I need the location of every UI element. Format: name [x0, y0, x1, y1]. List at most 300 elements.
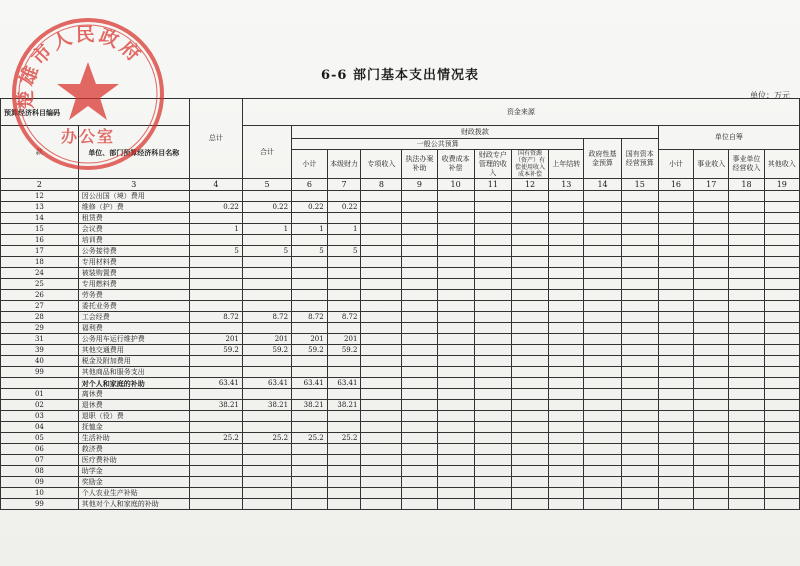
value-cell [327, 235, 361, 246]
empty-cell [437, 345, 474, 356]
table-row [1, 246, 800, 257]
empty-cell [511, 323, 548, 334]
column-index-row [1, 179, 800, 191]
value-cell [189, 213, 242, 224]
value-cell [292, 499, 328, 510]
value-cell [189, 499, 242, 510]
value-cell: 25.2 [242, 433, 291, 444]
value-cell: 25.2 [189, 433, 242, 444]
empty-cell [549, 290, 584, 301]
empty-cell [729, 213, 764, 224]
empty-cell [549, 378, 584, 389]
row-name: 抚恤金 [78, 422, 189, 433]
empty-cell [549, 301, 584, 312]
value-cell: 0.22 [327, 202, 361, 213]
row-code: 13 [1, 202, 79, 213]
svg-text:办公室: 办公室 [60, 127, 116, 146]
empty-cell [474, 334, 511, 345]
empty-cell [694, 378, 729, 389]
empty-cell [549, 422, 584, 433]
empty-cell [621, 378, 658, 389]
unit-self-raised-header: 单位自筹 [658, 126, 799, 150]
empty-cell [729, 191, 764, 202]
empty-cell [658, 323, 693, 334]
table-row [1, 290, 800, 301]
law-case-subsidy-header: 执法办案补助 [402, 150, 437, 179]
empty-cell [764, 224, 799, 235]
empty-cell [402, 455, 437, 466]
empty-cell [511, 356, 548, 367]
value-cell [189, 389, 242, 400]
empty-cell [402, 235, 437, 246]
column-index-cell: 14 [584, 179, 621, 191]
empty-cell [621, 279, 658, 290]
table-row [1, 466, 800, 477]
row-name: 救济费 [78, 444, 189, 455]
empty-cell [437, 389, 474, 400]
row-name: 生活补助 [78, 433, 189, 444]
empty-cell [658, 202, 693, 213]
empty-cell [437, 301, 474, 312]
empty-cell [621, 301, 658, 312]
empty-cell [621, 499, 658, 510]
row-name: 其他交通费用 [78, 345, 189, 356]
empty-cell [402, 466, 437, 477]
empty-cell [437, 466, 474, 477]
empty-cell [764, 367, 799, 378]
column-index-cell: 18 [729, 179, 764, 191]
empty-cell [764, 466, 799, 477]
budget-code-header: 预算经济科目编码 [1, 99, 190, 126]
empty-cell [584, 345, 621, 356]
value-cell: 63.41 [327, 378, 361, 389]
empty-cell [361, 235, 402, 246]
value-cell [327, 444, 361, 455]
empty-cell [584, 290, 621, 301]
empty-cell [474, 279, 511, 290]
empty-cell [361, 224, 402, 235]
empty-cell [474, 202, 511, 213]
empty-cell [511, 202, 548, 213]
empty-cell [584, 323, 621, 334]
value-cell [292, 268, 328, 279]
empty-cell [511, 235, 548, 246]
empty-cell [402, 323, 437, 334]
empty-cell [764, 290, 799, 301]
empty-cell [402, 191, 437, 202]
empty-cell [402, 268, 437, 279]
row-code: 40 [1, 356, 79, 367]
value-cell [292, 213, 328, 224]
row-code: 99 [1, 499, 79, 510]
empty-cell [658, 213, 693, 224]
empty-cell [511, 367, 548, 378]
empty-cell [584, 356, 621, 367]
value-cell [189, 455, 242, 466]
empty-cell [402, 411, 437, 422]
value-cell [189, 477, 242, 488]
empty-cell [361, 422, 402, 433]
empty-cell [694, 422, 729, 433]
empty-cell [658, 257, 693, 268]
value-cell: 5 [292, 246, 328, 257]
empty-cell [621, 389, 658, 400]
empty-cell [584, 213, 621, 224]
empty-cell [549, 246, 584, 257]
empty-cell [658, 455, 693, 466]
row-name: 公务用车运行维护费 [78, 334, 189, 345]
value-cell: 0.22 [189, 202, 242, 213]
empty-cell [658, 466, 693, 477]
empty-cell [549, 257, 584, 268]
empty-cell [474, 345, 511, 356]
value-cell: 38.21 [189, 400, 242, 411]
empty-cell [658, 268, 693, 279]
empty-cell [764, 312, 799, 323]
empty-cell [729, 246, 764, 257]
empty-cell [402, 499, 437, 510]
row-code: 39 [1, 345, 79, 356]
column-index-cell: 13 [549, 179, 584, 191]
empty-cell [729, 466, 764, 477]
empty-cell [474, 268, 511, 279]
empty-cell [584, 224, 621, 235]
value-cell [292, 466, 328, 477]
empty-cell [361, 334, 402, 345]
empty-cell [584, 257, 621, 268]
empty-cell [549, 224, 584, 235]
empty-cell [437, 224, 474, 235]
value-cell: 63.41 [292, 378, 328, 389]
value-cell: 8.72 [327, 312, 361, 323]
empty-cell [402, 345, 437, 356]
empty-cell [474, 246, 511, 257]
value-cell: 0.22 [292, 202, 328, 213]
row-name: 税金及附加费用 [78, 356, 189, 367]
row-name: 委托业务费 [78, 301, 189, 312]
row-code: 09 [1, 477, 79, 488]
empty-cell [361, 499, 402, 510]
row-name: 工会经费 [78, 312, 189, 323]
empty-cell [729, 224, 764, 235]
empty-cell [764, 213, 799, 224]
empty-cell [549, 455, 584, 466]
value-cell: 59.2 [242, 345, 291, 356]
empty-cell [764, 235, 799, 246]
empty-cell [437, 202, 474, 213]
row-name: 福利费 [78, 323, 189, 334]
empty-cell [584, 312, 621, 323]
value-cell [189, 290, 242, 301]
empty-cell [621, 235, 658, 246]
value-cell [292, 488, 328, 499]
empty-cell [511, 488, 548, 499]
empty-cell [694, 400, 729, 411]
empty-cell [729, 279, 764, 290]
empty-cell [549, 389, 584, 400]
empty-cell [474, 356, 511, 367]
column-index-cell: 5 [242, 179, 291, 191]
empty-cell [361, 389, 402, 400]
empty-cell [549, 488, 584, 499]
column-index-cell: 15 [621, 179, 658, 191]
kuan-header: 款 [1, 126, 79, 179]
xiaoji-header: 小计 [292, 150, 328, 179]
empty-cell [361, 378, 402, 389]
empty-cell [729, 257, 764, 268]
last-year-carryover-header: 上年结转 [549, 150, 584, 179]
row-name: 专用燃料费 [78, 279, 189, 290]
empty-cell [621, 345, 658, 356]
empty-cell [437, 488, 474, 499]
empty-cell [361, 268, 402, 279]
empty-cell [361, 400, 402, 411]
empty-cell [694, 246, 729, 257]
empty-cell [361, 213, 402, 224]
empty-cell [549, 268, 584, 279]
fund-source-header: 资金来源 [242, 99, 799, 126]
empty-cell [437, 257, 474, 268]
empty-cell [584, 235, 621, 246]
empty-cell [694, 213, 729, 224]
value-cell [242, 323, 291, 334]
table-row [1, 268, 800, 279]
empty-cell [549, 466, 584, 477]
empty-cell [658, 290, 693, 301]
empty-cell [621, 323, 658, 334]
value-cell: 38.21 [327, 400, 361, 411]
empty-cell [729, 312, 764, 323]
column-index-cell: 8 [361, 179, 402, 191]
empty-cell [764, 268, 799, 279]
value-cell [327, 356, 361, 367]
empty-cell [729, 477, 764, 488]
empty-cell [584, 367, 621, 378]
empty-cell [361, 367, 402, 378]
empty-cell [549, 191, 584, 202]
table-row [1, 444, 800, 455]
value-cell [189, 367, 242, 378]
value-cell [292, 191, 328, 202]
value-cell: 1 [327, 224, 361, 235]
empty-cell [621, 477, 658, 488]
column-index-cell: 6 [292, 179, 328, 191]
empty-cell [694, 191, 729, 202]
empty-cell [621, 455, 658, 466]
empty-cell [437, 477, 474, 488]
empty-cell [361, 356, 402, 367]
empty-cell [694, 279, 729, 290]
empty-cell [658, 378, 693, 389]
empty-cell [621, 466, 658, 477]
column-index-cell: 3 [78, 179, 189, 191]
empty-cell [402, 301, 437, 312]
empty-cell [764, 202, 799, 213]
row-code: 25 [1, 279, 79, 290]
empty-cell [474, 257, 511, 268]
empty-cell [437, 323, 474, 334]
empty-cell [621, 400, 658, 411]
empty-cell [694, 488, 729, 499]
empty-cell [694, 345, 729, 356]
empty-cell [361, 246, 402, 257]
empty-cell [474, 444, 511, 455]
row-code: 26 [1, 290, 79, 301]
value-cell: 25.2 [327, 433, 361, 444]
table-row [1, 499, 800, 510]
value-cell [242, 466, 291, 477]
empty-cell [621, 213, 658, 224]
empty-cell [729, 367, 764, 378]
empty-cell [694, 257, 729, 268]
empty-cell [549, 367, 584, 378]
empty-cell [474, 367, 511, 378]
value-cell: 201 [292, 334, 328, 345]
empty-cell [511, 213, 548, 224]
empty-cell [402, 356, 437, 367]
column-index-cell: 12 [511, 179, 548, 191]
empty-cell [658, 356, 693, 367]
empty-cell [361, 444, 402, 455]
total-header: 总计 [189, 99, 242, 179]
unit-label: 单位：万元 [750, 91, 790, 100]
empty-cell [621, 224, 658, 235]
empty-cell [549, 411, 584, 422]
value-cell: 5 [189, 246, 242, 257]
empty-cell [764, 191, 799, 202]
table-row [1, 400, 800, 411]
empty-cell [549, 433, 584, 444]
empty-cell [511, 191, 548, 202]
empty-cell [658, 411, 693, 422]
empty-cell [658, 191, 693, 202]
row-name: 培训费 [78, 235, 189, 246]
svg-text:楚雄市人民政府: 楚雄市人民政府 [14, 23, 147, 110]
empty-cell [361, 411, 402, 422]
empty-cell [658, 334, 693, 345]
empty-cell [474, 455, 511, 466]
table-row [1, 345, 800, 356]
value-cell: 1 [292, 224, 328, 235]
empty-cell [658, 433, 693, 444]
table-row [1, 301, 800, 312]
empty-cell [694, 433, 729, 444]
empty-cell [694, 312, 729, 323]
row-name: 医疗费补助 [78, 455, 189, 466]
empty-cell [621, 191, 658, 202]
empty-cell [584, 191, 621, 202]
value-cell [292, 455, 328, 466]
value-cell [242, 356, 291, 367]
value-cell [242, 389, 291, 400]
empty-cell [437, 312, 474, 323]
value-cell: 8.72 [189, 312, 242, 323]
empty-cell [584, 422, 621, 433]
empty-cell [402, 312, 437, 323]
empty-cell [361, 279, 402, 290]
empty-cell [584, 378, 621, 389]
empty-cell [764, 257, 799, 268]
empty-cell [549, 356, 584, 367]
value-cell [327, 389, 361, 400]
value-cell [292, 323, 328, 334]
value-cell [189, 422, 242, 433]
empty-cell [402, 334, 437, 345]
empty-cell [729, 268, 764, 279]
empty-cell [511, 301, 548, 312]
row-name: 劳务费 [78, 290, 189, 301]
empty-cell [402, 444, 437, 455]
empty-cell [694, 202, 729, 213]
value-cell [242, 499, 291, 510]
value-cell: 25.2 [292, 433, 328, 444]
empty-cell [658, 389, 693, 400]
value-cell [292, 257, 328, 268]
row-code: 17 [1, 246, 79, 257]
empty-cell [511, 246, 548, 257]
table-row [1, 411, 800, 422]
empty-cell [584, 455, 621, 466]
empty-cell [361, 488, 402, 499]
empty-cell [437, 411, 474, 422]
empty-cell [764, 301, 799, 312]
value-cell [292, 235, 328, 246]
empty-cell [474, 422, 511, 433]
value-cell [189, 356, 242, 367]
value-cell [292, 411, 328, 422]
table-row [1, 202, 800, 213]
row-code: 24 [1, 268, 79, 279]
empty-cell [402, 433, 437, 444]
table-row [1, 488, 800, 499]
empty-cell [729, 433, 764, 444]
table-row [1, 356, 800, 367]
special-income-header: 专项收入 [361, 150, 402, 179]
empty-cell [549, 202, 584, 213]
empty-cell [621, 202, 658, 213]
empty-cell [474, 466, 511, 477]
empty-cell [729, 202, 764, 213]
column-index-cell: 11 [474, 179, 511, 191]
empty-cell [764, 246, 799, 257]
empty-cell [474, 290, 511, 301]
empty-cell [549, 444, 584, 455]
row-name: 因公出国（境）费用 [78, 191, 189, 202]
empty-cell [694, 323, 729, 334]
empty-cell [694, 224, 729, 235]
fiscal-allocation-header: 财政拨款 [292, 126, 659, 139]
value-cell [242, 477, 291, 488]
empty-cell [764, 499, 799, 510]
row-name: 维修（护）费 [78, 202, 189, 213]
value-cell [327, 279, 361, 290]
empty-cell [437, 455, 474, 466]
empty-cell [729, 290, 764, 301]
empty-cell [474, 499, 511, 510]
value-cell [242, 213, 291, 224]
empty-cell [729, 488, 764, 499]
empty-cell [437, 334, 474, 345]
column-index-cell: 4 [189, 179, 242, 191]
value-cell [242, 367, 291, 378]
empty-cell [621, 290, 658, 301]
empty-cell [584, 488, 621, 499]
row-code: 29 [1, 323, 79, 334]
empty-cell [764, 411, 799, 422]
empty-cell [402, 477, 437, 488]
empty-cell [658, 422, 693, 433]
empty-cell [658, 224, 693, 235]
